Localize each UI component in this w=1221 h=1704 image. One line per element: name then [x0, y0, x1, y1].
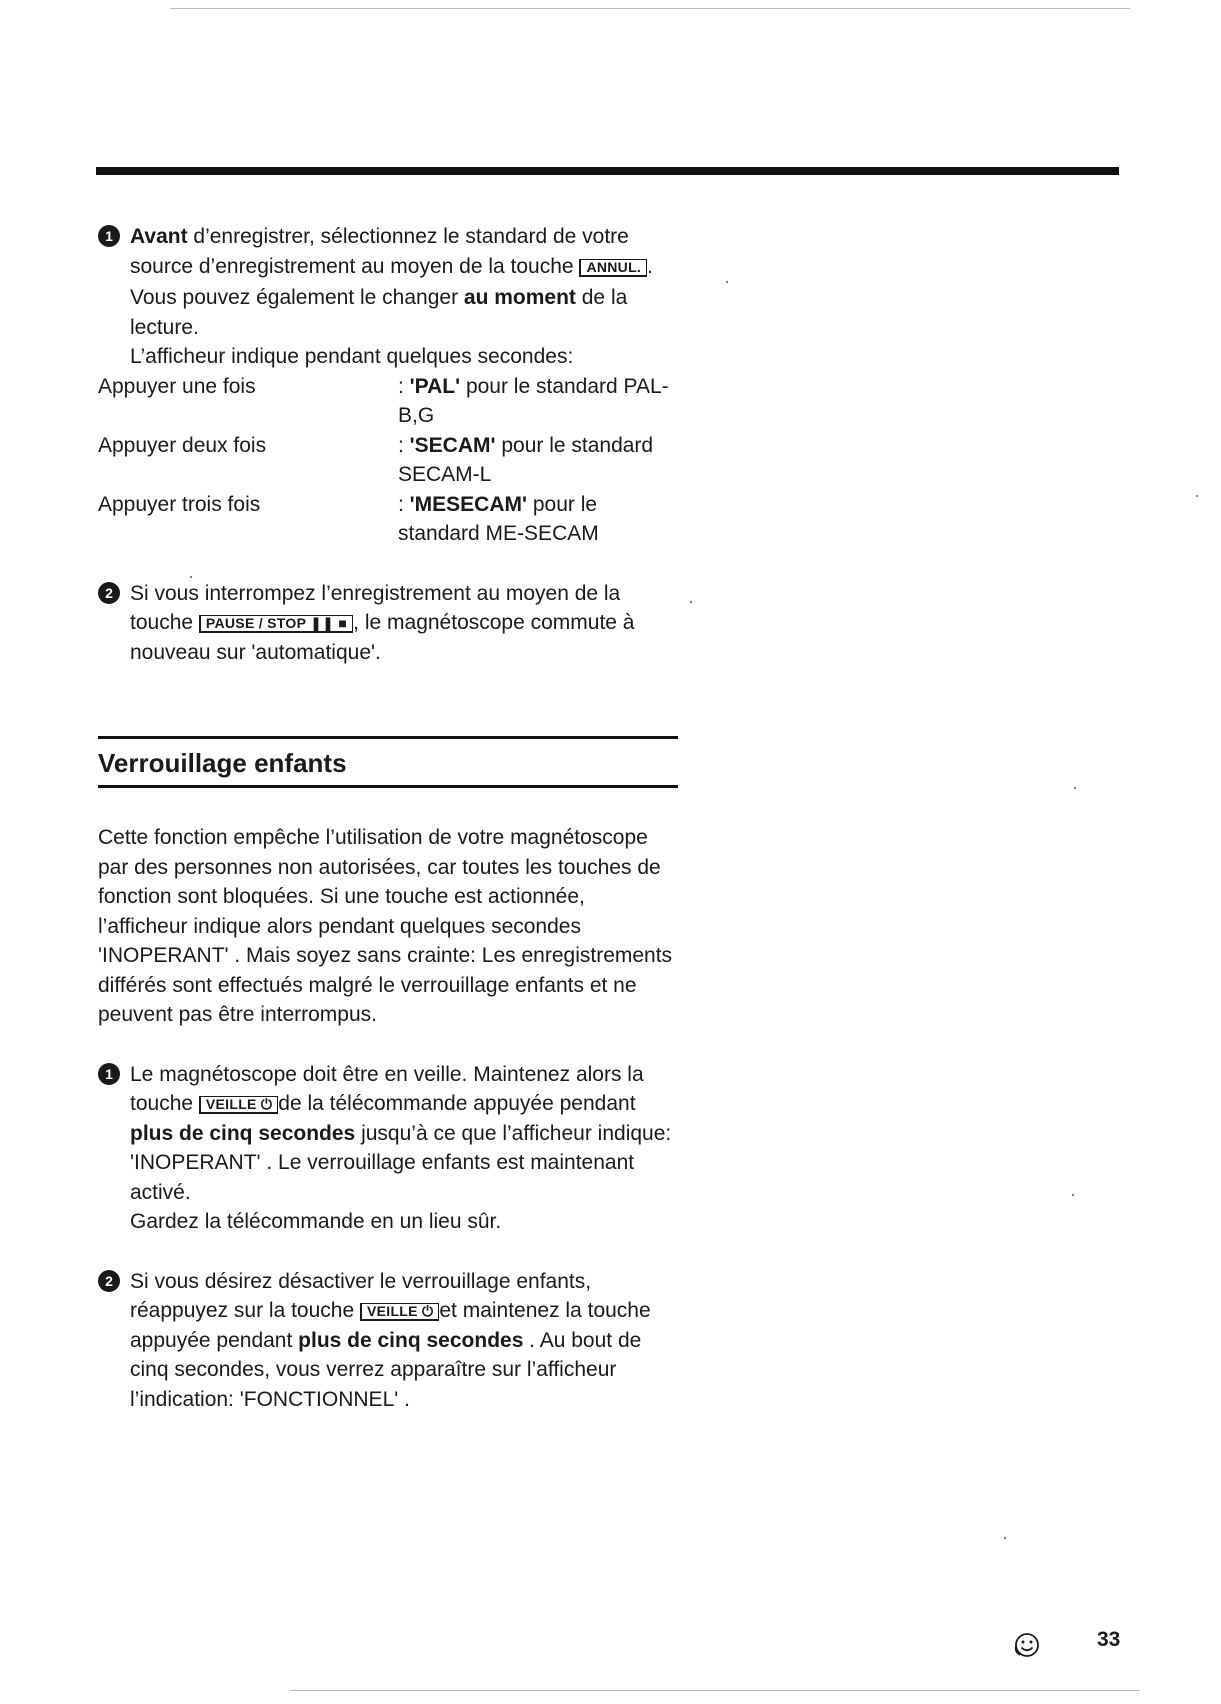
top-scan-artifact [170, 8, 1130, 9]
step-2-unlock: 2 Si vous désirez désactiver le verrouillage enfants, réappuyez sur la touche VEILLE ⏻ et maintenez la touche appuyée pendant plus de cinq secondes . Au bout de cinq secondes, vous verrez apparaître sur l’afficheur l’indication: 'FONCTIONNEL' . [98, 1267, 678, 1415]
scan-dot [1072, 1194, 1074, 1196]
smiley-face-icon [1012, 1630, 1042, 1660]
page-number: 33 [1097, 1628, 1121, 1651]
section-title: Verrouillage enfants [98, 748, 347, 778]
step-2-pause: 2 Si vous interrompez l’enregistrement au moyen de la touche PAUSE / STOP ❚❚ ■ , le magnétoscope commute à nouveau sur 'automatique'. [98, 579, 678, 668]
heading-rule-bottom [98, 785, 678, 788]
step-number-2: 2 [98, 582, 120, 604]
veille-key: VEILLE ⏻ [199, 1096, 278, 1114]
step-number-2: 2 [98, 1270, 120, 1292]
step-1-standard: 1 Avant d’enregistrer, sélectionnez le standard de votre source d’enregistrement au moyen de la touche ANNUL. . Vous pouvez également le changer au moment de la lecture. L’afficheur indique pendant quelques secondes: [98, 222, 678, 372]
top-rule [96, 167, 1119, 175]
scan-dot [690, 601, 692, 603]
option-row: Appuyer trois fois : 'MESECAM' pour le standard ME-SECAM [98, 492, 599, 545]
step-number-1: 1 [98, 1063, 120, 1085]
standard-options-table [98, 372, 678, 549]
intro-paragraph: Cette fonction empêche l’utilisation de votre magnétoscope par des personnes non autorisées, car toutes les touches de fonction sont bloquées. Si une touche est actionnée, l’afficheur indique alors pendant quelques secondes 'INOPERANT' . Mais soyez sans crainte: Les enregistrements différés sont effectués malgré le verrouillage enfants et ne peuvent pas être interrompus. [98, 826, 673, 1026]
section-heading-block [98, 736, 678, 788]
step-number-1: 1 [98, 225, 120, 247]
bold-lead: Avant [130, 225, 188, 248]
step-1-lock: 1 Le magnétoscope doit être en veille. Maintenez alors la touche VEILLE ⏻ de la télécommande appuyée pendant plus de cinq secondes jusqu’à ce que l’afficheur indique: 'INOPERANT' . Le verrouillage enfants est maintenant activé. Gardez la télécommande en un lieu sûr. [98, 1060, 678, 1237]
heading-rule-top [98, 736, 678, 739]
section-standard [98, 222, 678, 667]
pause-stop-key: PAUSE / STOP ❚❚ ■ [199, 615, 353, 633]
bottom-scan-artifact [290, 1690, 1140, 1691]
display-intro: L’afficheur indique pendant quelques secondes: [130, 345, 574, 368]
scan-dot [190, 576, 192, 578]
veille-key: VEILLE ⏻ [360, 1303, 439, 1321]
scan-dot [1196, 495, 1198, 497]
option-row: Appuyer deux fois : 'SECAM' pour le standard SECAM-L [98, 433, 654, 486]
option-row: Appuyer une fois : 'PAL' pour le standard PAL-B,G [98, 374, 669, 427]
annul-key: ANNUL. [579, 259, 647, 277]
scan-dot [1004, 1537, 1006, 1539]
scan-dot [1074, 787, 1076, 789]
scan-dot [726, 281, 728, 283]
section-child-lock [98, 823, 678, 1414]
